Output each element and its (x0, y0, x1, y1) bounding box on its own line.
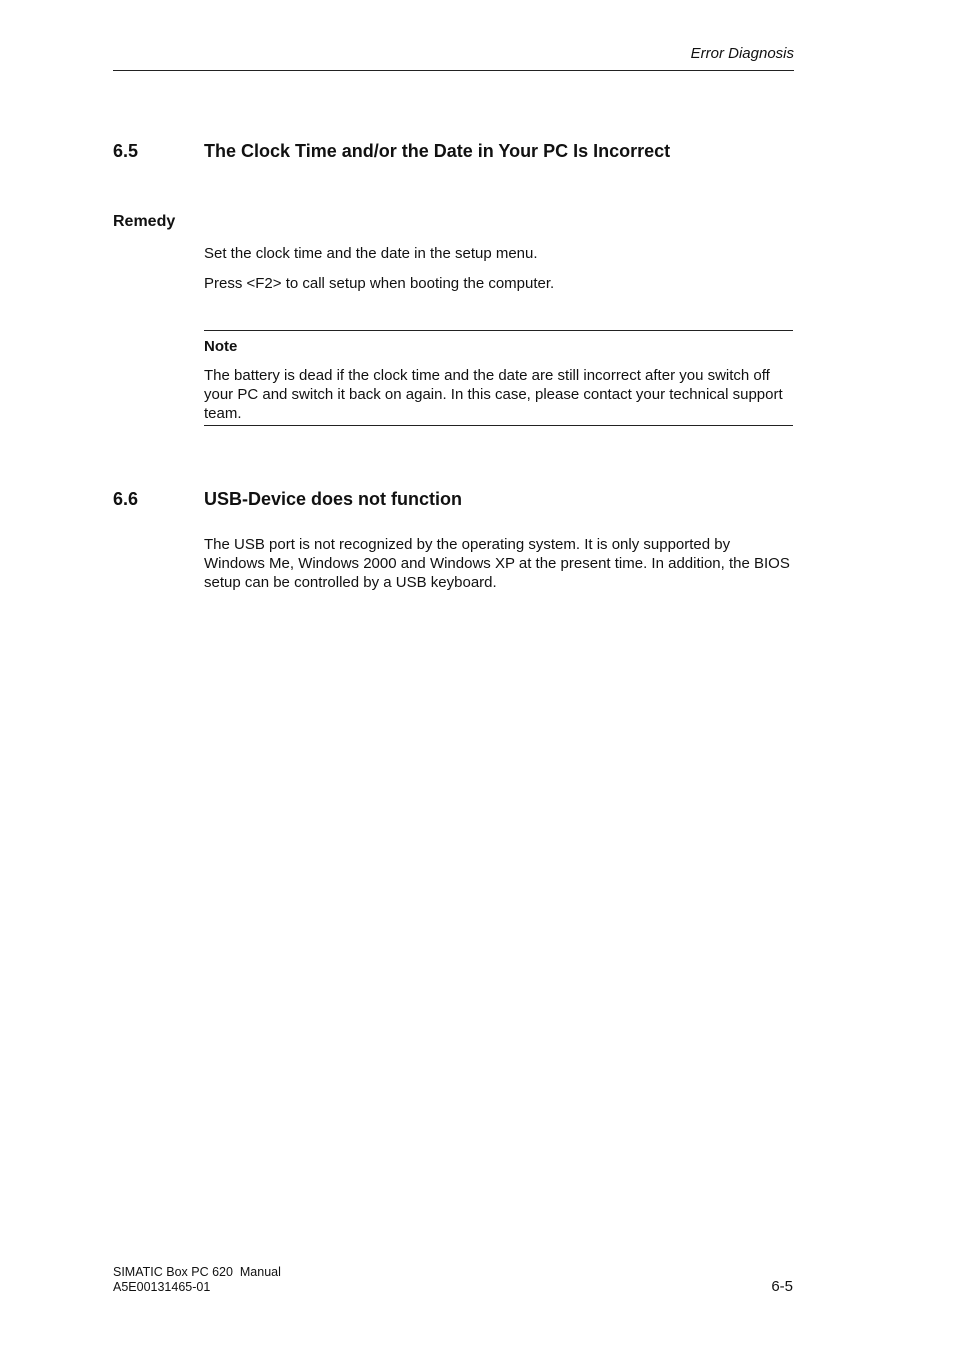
section-6-6-title: USB-Device does not function (204, 489, 463, 509)
note-text: The battery is dead if the clock time and the date are still incorrect after you switch off your PC and switch it back on again. In this case, please contact your technical support team. (204, 367, 783, 422)
section-6-5-number: 6.5 (113, 141, 139, 161)
note-label: Note (204, 338, 238, 355)
header-rule (113, 70, 794, 71)
footer-doc-number: A5E00131465-01 (113, 1280, 211, 1294)
footer-manual-title: SIMATIC Box PC 620 Manual (113, 1265, 281, 1279)
section-6-6-number: 6.6 (113, 489, 139, 509)
section-6-5-title: The Clock Time and/or the Date in Your PC Is Incorrect (204, 141, 671, 161)
note-box (204, 330, 793, 426)
footer-doc-info (113, 1265, 281, 1295)
remedy-heading: Remedy (113, 213, 176, 230)
running-header: Error Diagnosis (690, 45, 794, 62)
remedy-paragraph-2: Press <F2> to call setup when booting the computer. (204, 275, 555, 292)
usb-paragraph: The USB port is not recognized by the operating system. It is only supported by Windows Me, Windows 2000 and Windows XP at the present time. In addition, the BIOS setup can be controlled by a USB keyboard. (204, 536, 790, 591)
page-number: 6-5 (771, 1278, 793, 1295)
remedy-paragraph-1: Set the clock time and the date in the setup menu. (204, 245, 538, 262)
